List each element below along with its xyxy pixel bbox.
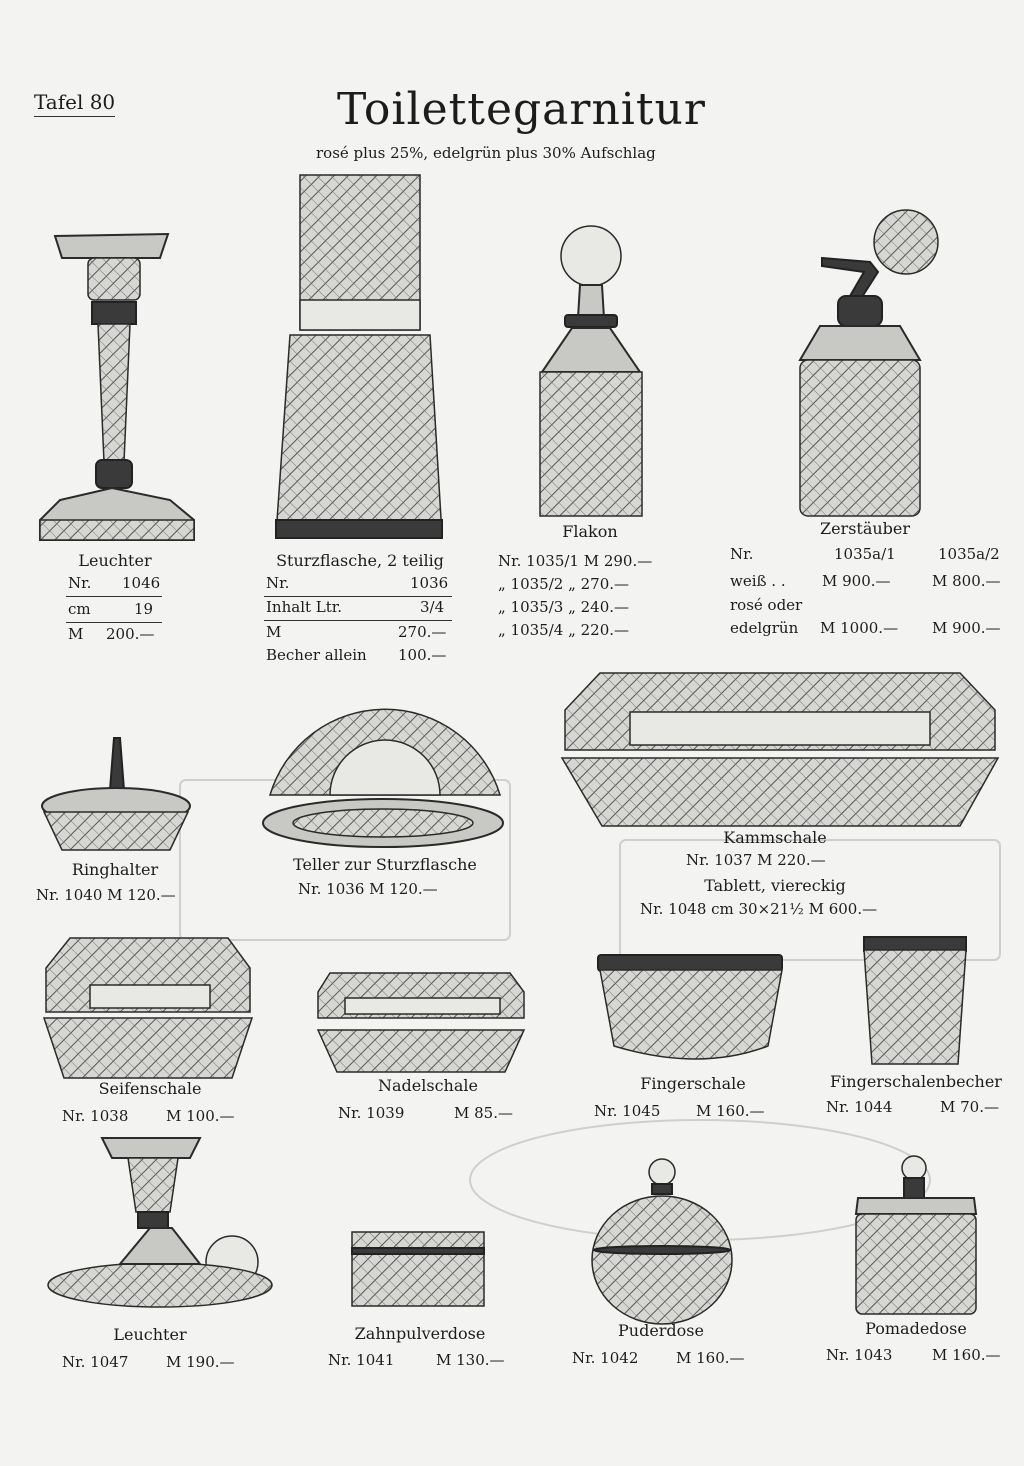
sturzflasche-illustration <box>276 175 442 538</box>
nadelschale-price: M 85.— <box>454 1104 513 1122</box>
page-subtitle: rosé plus 25%, edelgrün plus 30% Aufschlag <box>316 144 656 162</box>
flakon-caption: Flakon <box>562 522 618 541</box>
fingerschale-price: M 160.— <box>696 1102 765 1120</box>
zerstaeuber-row-weiss: weiß . . M 900.— M 800.— <box>730 572 1001 590</box>
leuchter-1046-row-cm: cm 19 <box>66 600 162 623</box>
ringhalter-details: Nr. 1040 M 120.— <box>36 886 176 904</box>
puderdose-illustration <box>592 1159 732 1324</box>
leuchter-1046-illustration <box>40 234 194 540</box>
pomadedose-illustration <box>856 1156 976 1314</box>
seifenschale-caption: Seifenschale <box>98 1079 202 1098</box>
plate-number: Tafel 80 <box>34 90 115 117</box>
fingerschalenbecher-caption: Fingerschalenbecher <box>830 1072 1002 1091</box>
pomadedose-caption: Pomadedose <box>865 1319 967 1338</box>
teller-details: Nr. 1036 M 120.— <box>298 880 438 898</box>
tablett-caption: Tablett, viereckig <box>704 876 846 895</box>
tablett-details: Nr. 1048 cm 30×21½ M 600.— <box>640 900 878 918</box>
leuchter-1046-caption: Leuchter <box>78 551 152 570</box>
seifenschale-price: M 100.— <box>166 1107 235 1125</box>
zahnpulverdose-price: M 130.— <box>436 1351 505 1369</box>
nadelschale-caption: Nadelschale <box>378 1076 478 1095</box>
fingerschale-illustration <box>598 955 782 1059</box>
flakon-row-4: „ 1035/4 „ 220.— <box>498 621 630 639</box>
leuchter-1047-price: M 190.— <box>166 1353 235 1371</box>
ringhalter-caption: Ringhalter <box>71 860 159 879</box>
sturzflasche-row-becher: Becher allein 100.— <box>266 646 447 664</box>
seifenschale-illustration <box>44 938 252 1078</box>
flakon-row-3: „ 1035/3 „ 240.— <box>498 598 630 616</box>
zahnpulverdose-caption: Zahnpulverdose <box>354 1324 486 1343</box>
zerstaeuber-caption: Zerstäuber <box>819 519 911 538</box>
leuchter-1047-nr: Nr. 1047 <box>62 1353 129 1371</box>
teller-caption: Teller zur Sturzflasche <box>293 855 477 874</box>
flakon-illustration <box>540 226 642 516</box>
leuchter-1047-illustration <box>48 1138 272 1307</box>
kammschale-illustration <box>562 673 998 826</box>
sturzflasche-row-nr: Nr. 1036 <box>264 574 452 597</box>
nadelschale-nr: Nr. 1039 <box>338 1104 405 1122</box>
flakon-row-1: Nr. 1035/1 M 290.— <box>498 552 653 570</box>
leuchter-1046-row-nr: Nr. 1046 <box>66 574 162 597</box>
flakon-row-2: „ 1035/2 „ 270.— <box>498 575 630 593</box>
sturzflasche-row-price: M 270.— <box>266 623 447 641</box>
page-title: Toilettegarnitur <box>337 84 706 135</box>
zerstaeuber-row-edelgruen: edelgrün M 1000.— M 900.— <box>730 619 1001 637</box>
fingerschale-nr: Nr. 1045 <box>594 1102 661 1120</box>
puderdose-price: M 160.— <box>676 1349 745 1367</box>
fingerschalenbecher-nr: Nr. 1044 <box>826 1098 893 1116</box>
fingerschalenbecher-illustration <box>864 937 966 1064</box>
fingerschalenbecher-price: M 70.— <box>940 1098 999 1116</box>
kammschale-caption: Kammschale <box>723 828 827 847</box>
puderdose-caption: Puderdose <box>618 1321 704 1340</box>
puderdose-nr: Nr. 1042 <box>572 1349 639 1367</box>
zerstaeuber-row-nr: Nr. 1035a/1 1035a/2 <box>730 545 1000 563</box>
zerstaeuber-illustration <box>800 210 938 516</box>
ringhalter-illustration <box>42 738 190 850</box>
zerstaeuber-row-rose: rosé oder <box>730 596 803 614</box>
seifenschale-nr: Nr. 1038 <box>62 1107 129 1125</box>
teller-illustration <box>263 709 503 847</box>
zahnpulverdose-nr: Nr. 1041 <box>328 1351 395 1369</box>
pomadedose-price: M 160.— <box>932 1346 1001 1364</box>
sturzflasche-row-inhalt: Inhalt Ltr. 3/4 <box>264 598 452 621</box>
sturzflasche-caption: Sturzflasche, 2 teilig <box>276 551 444 570</box>
leuchter-1046-row-price: M 200.— <box>68 625 155 643</box>
fingerschale-caption: Fingerschale <box>640 1074 746 1093</box>
leuchter-1047-caption: Leuchter <box>113 1325 187 1344</box>
nadelschale-illustration <box>318 973 524 1072</box>
zahnpulverdose-illustration <box>352 1232 484 1306</box>
pomadedose-nr: Nr. 1043 <box>826 1346 893 1364</box>
kammschale-details: Nr. 1037 M 220.— <box>686 851 826 869</box>
